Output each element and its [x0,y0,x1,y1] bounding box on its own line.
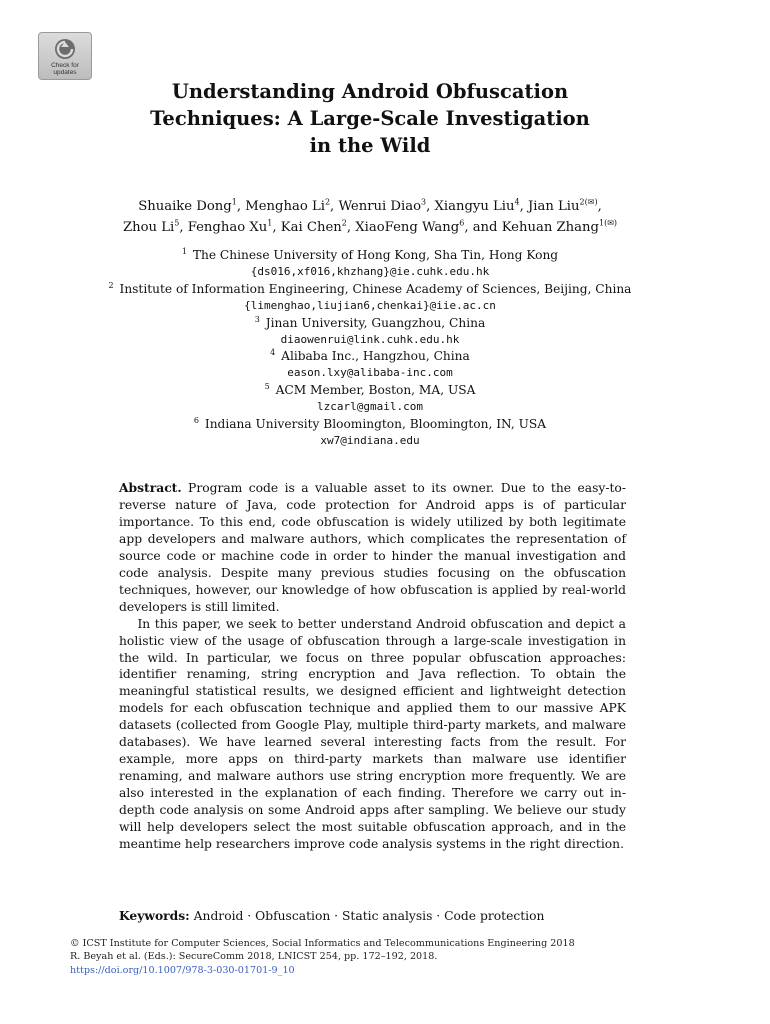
author-name: Wenrui Diao [338,199,422,214]
author-name: XiaoFeng Wang [355,220,460,235]
author-separator: , [179,220,188,235]
affiliation-text: Alibaba Inc., Hangzhou, China [281,349,470,364]
abstract-label: Abstract. [119,480,182,495]
badge-label [39,62,91,76]
affiliation-number: 4 [270,348,276,358]
affiliation-email[interactable]: {limenghao,liujian6,chenkai}@iie.ac.cn [244,298,496,312]
badge-label-line2: updates [53,69,77,76]
author-sup: 4 [514,197,520,207]
keywords [119,907,639,925]
author-name: Menghao Li [245,199,325,214]
affiliation-name [40,315,700,332]
copyright-line: © ICST Institute for Computer Sciences, Social Informatics and Telecommunications Engineering 2018 [70,938,575,949]
abstract-paragraph-2: In this paper, we seek to better understand Android obfuscation and depict a holistic view of the usage of obfuscation through a large-scale investigation in the wild. In particular, we focus on three popular obfuscation approaches: identifier renaming, string encryption and Java reflection. To obtain the meaningful statistical results, we designed efficient and lightweight detection models for each obfuscation technique and applied them to our massive APK datasets (collected from Google Play, multiple third-party markets, and malware databases). We have learned several interesting facts from the result. For example, more apps on third-party markets than malware use identifier renaming, and malware authors use string encryption more frequently. We are also interested in the explanation of each finding. Therefore we carry out in-depth code analysis on some Android apps after sampling. We believe our study will help developers select the most suitable obfuscation approach, and in the meantime help researchers improve code analysis systems in the right direction. [119,616,626,852]
author-sup: 1 [231,197,237,207]
title-line: Techniques: A Large-Scale Investigation [150,107,590,130]
author-name: Jian Liu [528,199,580,214]
affiliation-text: Institute of Information Engineering, Chinese Academy of Sciences, Beijing, China [119,281,632,296]
author-list [40,196,700,238]
affiliation-email[interactable]: lzcarl@gmail.com [317,400,423,414]
author-separator: , and [464,220,502,235]
author-line-1 [40,196,700,217]
abstract-text: Program code is a valuable asset to its owner. Due to the easy-to-reverse nature of Java, code protection for Android apps is of particular importance. To this end, code obfuscation is widely utilized by both legitimate app developers and malware authors, which complicates the representation of source code or machine code in order to hinder the manual investigation and code analysis. Despite many previous studies focusing on the obfuscation techniques, however, our knowledge of how obfuscation is applied by real-world developers is still limited. [119,481,626,614]
author-sup: 1 [267,218,273,228]
affiliation-email[interactable]: diaowenrui@link.cuhk.edu.hk [280,332,460,346]
affiliation-email[interactable]: eason.lxy@alibaba-inc.com [287,366,453,380]
affiliation-name [40,416,700,433]
badge-label-line1: Check for [51,62,79,69]
affiliation-number: 3 [254,314,260,324]
affiliation-name [40,247,700,264]
affiliation-number: 5 [264,382,270,392]
affiliation-text: The Chinese University of Hong Kong, Sha Tin, Hong Kong [192,248,559,262]
affiliation-name [40,382,700,399]
citation-line: R. Beyah et al. (Eds.): SecureComm 2018, LNICST 254, pp. 172–192, 2018. [70,951,438,963]
affiliation-list [40,247,700,450]
author-separator: , [236,199,246,214]
affiliation-email[interactable]: {ds016,xf016,khzhang}@ie.cuhk.edu.hk [250,264,490,278]
author-sup: 6 [459,218,465,228]
abstract [119,480,626,853]
affiliation-email[interactable]: xw7@indiana.edu [320,433,420,447]
paper-title [60,78,680,159]
affiliation-text: ACM Member, Boston, MA, USA [275,383,476,398]
author-separator: , [330,199,339,214]
author-name: Xiangyu Liu [434,199,515,214]
affiliation-text: Indiana University Bloomington, Bloomington, IN, USA [204,417,547,432]
title-line: in the Wild [309,134,431,157]
affiliation-name [40,281,700,298]
author-separator: , [519,199,528,214]
check-for-updates-badge[interactable] [38,32,92,80]
author-sup: 5 [174,218,180,228]
affiliation-text: Jinan University, Guangzhou, China [265,315,486,330]
author-name: Zhou Li [122,220,175,235]
author-name: Kai Chen [280,220,342,235]
author-separator: , [346,220,356,235]
affiliation-name [40,348,700,365]
author-separator: , [597,199,602,214]
author-sup: 1(✉) [598,218,618,228]
doi-link[interactable]: https://doi.org/10.1007/978-3-030-01701-9_10 [70,964,295,976]
author-name: Fenghao Xu [187,220,268,235]
affiliation-number: 2 [108,280,114,290]
author-separator: , [272,220,281,235]
author-sup: 3 [421,197,427,207]
title-line: Understanding Android Obfuscation [171,80,569,103]
author-line-2 [40,217,700,238]
author-name: Kehuan Zhang [501,220,599,235]
affiliation-number: 6 [193,416,200,425]
abstract-paragraph-1 [119,480,626,616]
author-sup: 2 [324,197,331,207]
keywords-text: Android · Obfuscation · Static analysis · Code protection [193,909,545,923]
affiliation-number: 1 [181,246,187,256]
author-separator: , [426,199,435,214]
keywords-label: Keywords: [119,908,190,923]
author-sup: 2(✉) [579,197,598,207]
author-name: Shuaike Dong [138,199,232,214]
check-updates-icon [53,37,77,61]
author-sup: 2 [341,218,347,228]
copyright-footer [70,937,690,977]
